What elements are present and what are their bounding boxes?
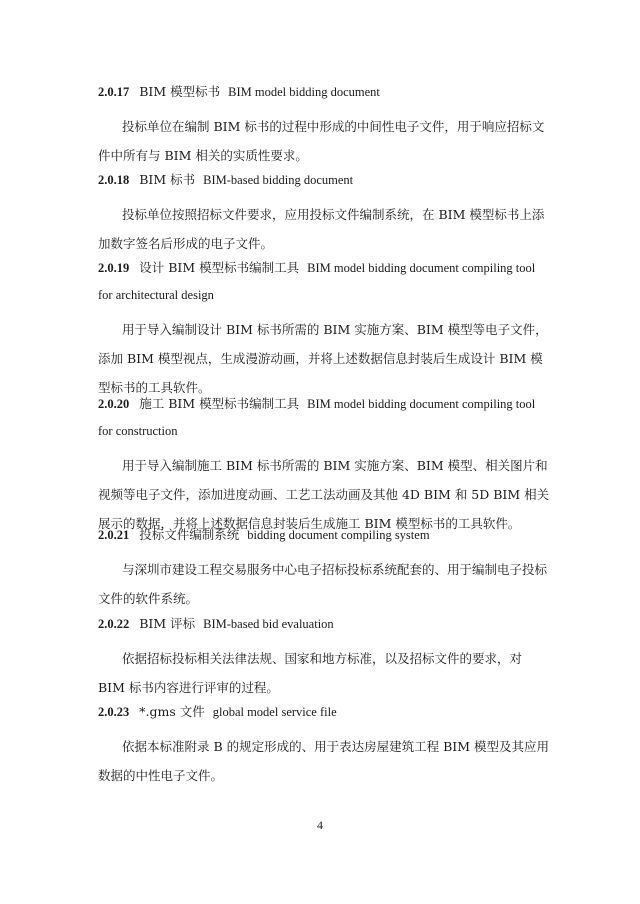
term-definition: 用于导入编制施工 BIM 标书所需的 BIM 实施方案、BIM 模型、相关图片和视频等电子文件，添加进度动画、工艺工法动画及其他 4D BIM 和 5D BIM 相关展示的数据，并将上述数据信息封装后生成施工 BIM 模型标书的工具软件。 [98, 458, 550, 531]
term-english: global model service file [212, 705, 337, 719]
term-number: 2.0.22 [98, 617, 130, 631]
term-chinese: BIM 标书 [139, 172, 196, 187]
term-chinese: *.gms 文件 [139, 704, 205, 719]
term-definition: 投标单位按照招标文件要求，应用投标文件编制系统，在 BIM 模型标书上添加数字签名后形成的电子文件。 [98, 207, 545, 251]
term-chinese: 设计 BIM 模型标书编制工具 [139, 260, 300, 275]
term-number: 2.0.17 [98, 85, 130, 99]
term-number: 2.0.19 [98, 261, 130, 275]
term-entry-2-0-17 [98, 78, 550, 170]
term-english: BIM model bidding document compiling tool [307, 397, 536, 411]
term-heading [98, 390, 550, 418]
term-entry-2-0-22 [98, 610, 550, 702]
term-number: 2.0.18 [98, 173, 130, 187]
term-english: BIM model bidding document compiling tool [307, 261, 536, 275]
term-heading [98, 610, 550, 638]
term-heading [98, 521, 550, 549]
term-definition: 用于导入编制设计 BIM 标书所需的 BIM 实施方案、BIM 模型等电子文件，添加 BIM 模型视点，生成漫游动画，并将上述数据信息封装后生成设计 BIM 模型标书的工具软件。 [98, 322, 548, 395]
term-chinese: BIM 模型标书 [139, 84, 221, 99]
term-number: 2.0.21 [98, 528, 130, 542]
term-heading [98, 166, 550, 194]
term-chinese: 施工 BIM 模型标书编制工具 [139, 396, 300, 411]
term-entry-2-0-20 [98, 390, 550, 538]
term-english: bidding document compiling system [247, 528, 430, 542]
term-chinese: BIM 评标 [139, 616, 196, 631]
term-heading [98, 698, 550, 726]
term-definition: 依据招标投标相关法律法规、国家和地方标准，以及招标文件的要求，对 BIM 标书内容进行评审的过程。 [98, 651, 523, 695]
term-entry-2-0-23 [98, 698, 550, 790]
term-entry-2-0-21 [98, 521, 550, 613]
term-heading [98, 78, 550, 106]
term-definition: 投标单位在编制 BIM 标书的过程中形成的中间性电子文件，用于响应招标文件中所有与 BIM 相关的实质性要求。 [98, 119, 545, 163]
term-entry-2-0-19 [98, 254, 550, 402]
term-english: BIM-based bidding document [203, 173, 354, 187]
term-english: BIM model bidding document [228, 85, 380, 99]
term-english-continued: for architectural design [98, 288, 214, 302]
page-number: 4 [317, 818, 323, 832]
term-number: 2.0.23 [98, 705, 130, 719]
term-heading [98, 254, 550, 282]
term-definition: 与深圳市建设工程交易服务中心电子招标投标系统配套的、用于编制电子投标文件的软件系统。 [98, 562, 548, 606]
term-entry-2-0-18 [98, 166, 550, 258]
term-chinese: 投标文件编制系统 [139, 527, 240, 542]
term-number: 2.0.20 [98, 397, 130, 411]
term-english: BIM-based bid evaluation [203, 617, 334, 631]
term-english-continued: for construction [98, 424, 178, 438]
term-definition: 依据本标准附录 B 的规定形成的、用于表达房屋建筑工程 BIM 模型及其应用数据的中性电子文件。 [98, 739, 550, 783]
